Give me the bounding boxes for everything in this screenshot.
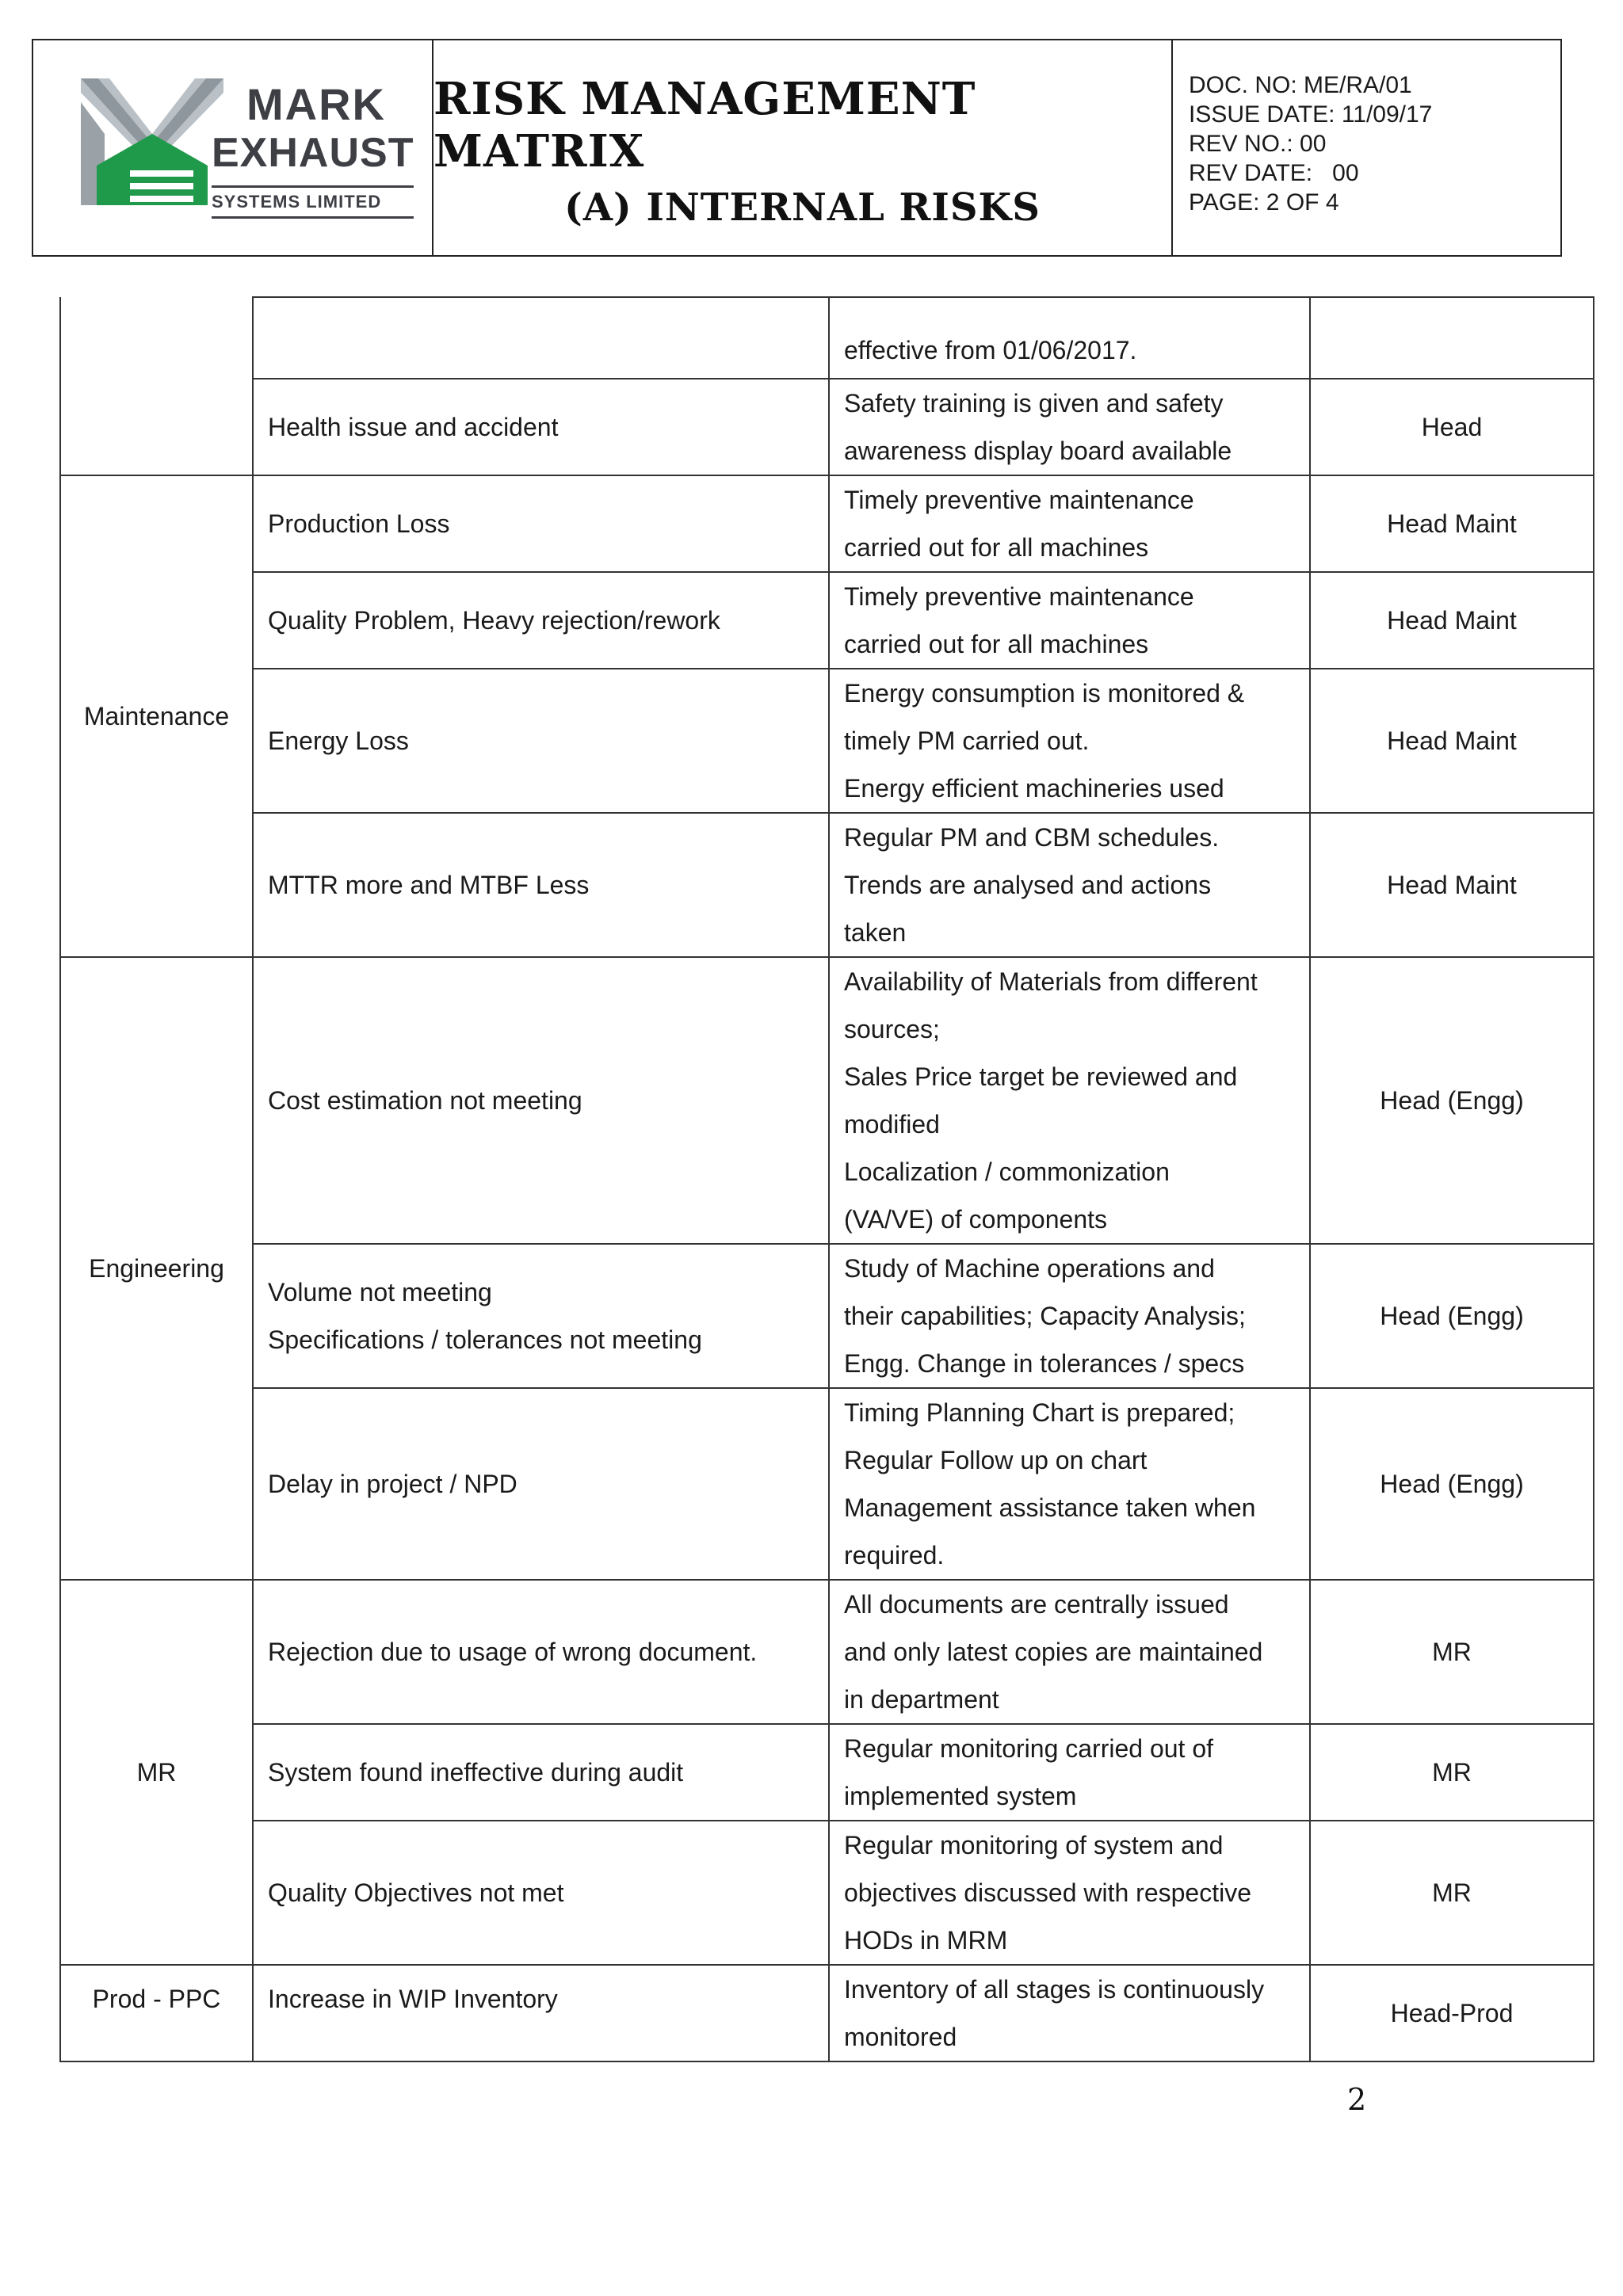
risk-cell: Cost estimation not meeting	[253, 957, 829, 1244]
logo-line-mark: MARK	[246, 79, 386, 129]
risk-cell: Volume not meeting Specifications / tolerances not meeting	[253, 1244, 829, 1388]
logo-line-systems: SYSTEMS LIMITED	[212, 185, 414, 219]
responsibility-cell: Head (Engg)	[1310, 1244, 1594, 1388]
action-cell: Timely preventive maintenance carried out for all machines	[829, 475, 1310, 572]
department-cell	[60, 297, 253, 475]
issue-date: ISSUE DATE: 11/09/17	[1189, 101, 1433, 128]
company-logo	[33, 40, 433, 255]
document-meta	[1173, 40, 1560, 255]
table-row	[60, 1724, 1594, 1821]
action-cell: All documents are centrally issued and only latest copies are maintained in department	[829, 1580, 1310, 1724]
risk-cell	[253, 297, 829, 379]
action-cell: Study of Machine operations and their capabilities; Capacity Analysis; Engg. Change in tolerances / specs	[829, 1244, 1310, 1388]
table-row	[60, 1965, 1594, 2061]
revision-date: REV DATE: 00	[1189, 160, 1359, 186]
action-cell: Inventory of all stages is continuously monitored	[829, 1965, 1310, 2061]
responsibility-cell: Head	[1310, 379, 1594, 475]
risk-cell: MTTR more and MTBF Less	[253, 813, 829, 957]
logo-wordmark	[212, 79, 414, 219]
table-row	[60, 1821, 1594, 1965]
risk-cell: System found ineffective during audit	[253, 1724, 829, 1821]
responsibility-cell	[1310, 297, 1594, 379]
table-row	[60, 379, 1594, 475]
responsibility-cell: Head Maint	[1310, 669, 1594, 813]
risk-matrix-table	[59, 296, 1594, 2062]
department-cell-maintenance: Maintenance	[60, 475, 253, 957]
table-row	[60, 297, 1594, 379]
department-cell-engineering: Engineering	[60, 957, 253, 1580]
table-row	[60, 1580, 1594, 1724]
page-number: 2	[1347, 2082, 1367, 2117]
action-cell: Regular monitoring of system and objectives discussed with respective HODs in MRM	[829, 1821, 1310, 1965]
risk-cell: Production Loss	[253, 475, 829, 572]
action-cell: Energy consumption is monitored & timely PM carried out. Energy efficient machineries used	[829, 669, 1310, 813]
document-subtitle: (A) INTERNAL RISKS	[564, 185, 1041, 230]
responsibility-cell: MR	[1310, 1580, 1594, 1724]
action-cell: Regular monitoring carried out of implemented system	[829, 1724, 1310, 1821]
table-row	[60, 1244, 1594, 1388]
responsibility-cell: Head-Prod	[1310, 1965, 1594, 2061]
header-title-block	[433, 40, 1173, 255]
responsibility-cell: Head Maint	[1310, 572, 1594, 669]
risk-cell: Increase in WIP Inventory	[253, 1965, 829, 2061]
action-cell: Regular PM and CBM schedules. Trends are analysed and actions taken	[829, 813, 1310, 957]
risk-cell: Health issue and accident	[253, 379, 829, 475]
mark-exhaust-logo-icon	[81, 78, 223, 205]
revision-number: REV NO.: 00	[1189, 131, 1327, 157]
department-cell-mr: MR	[60, 1580, 253, 1965]
table-row	[60, 669, 1594, 813]
risk-cell: Energy Loss	[253, 669, 829, 813]
responsibility-cell: Head (Engg)	[1310, 957, 1594, 1244]
logo-line-exhaust: EXHAUST	[212, 130, 414, 176]
document-header	[32, 39, 1562, 257]
responsibility-cell: Head Maint	[1310, 475, 1594, 572]
document-title: RISK MANAGEMENT MATRIX	[433, 72, 976, 177]
doc-number: DOC. NO: ME/RA/01	[1189, 72, 1412, 98]
risk-cell: Delay in project / NPD	[253, 1388, 829, 1580]
action-cell: effective from 01/06/2017.	[829, 297, 1310, 379]
table-row	[60, 957, 1594, 1244]
responsibility-cell: Head (Engg)	[1310, 1388, 1594, 1580]
risk-cell: Quality Objectives not met	[253, 1821, 829, 1965]
responsibility-cell: MR	[1310, 1724, 1594, 1821]
table-row	[60, 572, 1594, 669]
table-row	[60, 813, 1594, 957]
action-cell: Availability of Materials from different sources; Sales Price target be reviewed and modified Localization / commonization (VA/VE) of components	[829, 957, 1310, 1244]
responsibility-cell: Head Maint	[1310, 813, 1594, 957]
department-cell-prod-ppc: Prod - PPC	[60, 1965, 253, 2061]
action-cell: Timing Planning Chart is prepared; Regular Follow up on chart Management assistance taken when required.	[829, 1388, 1310, 1580]
risk-cell: Rejection due to usage of wrong document.	[253, 1580, 829, 1724]
table-row	[60, 1388, 1594, 1580]
table-row	[60, 475, 1594, 572]
page-info: PAGE: 2 OF 4	[1189, 189, 1339, 215]
responsibility-cell: MR	[1310, 1821, 1594, 1965]
risk-cell: Quality Problem, Heavy rejection/rework	[253, 572, 829, 669]
action-cell: Timely preventive maintenance carried out for all machines	[829, 572, 1310, 669]
action-cell: Safety training is given and safety awareness display board available	[829, 379, 1310, 475]
